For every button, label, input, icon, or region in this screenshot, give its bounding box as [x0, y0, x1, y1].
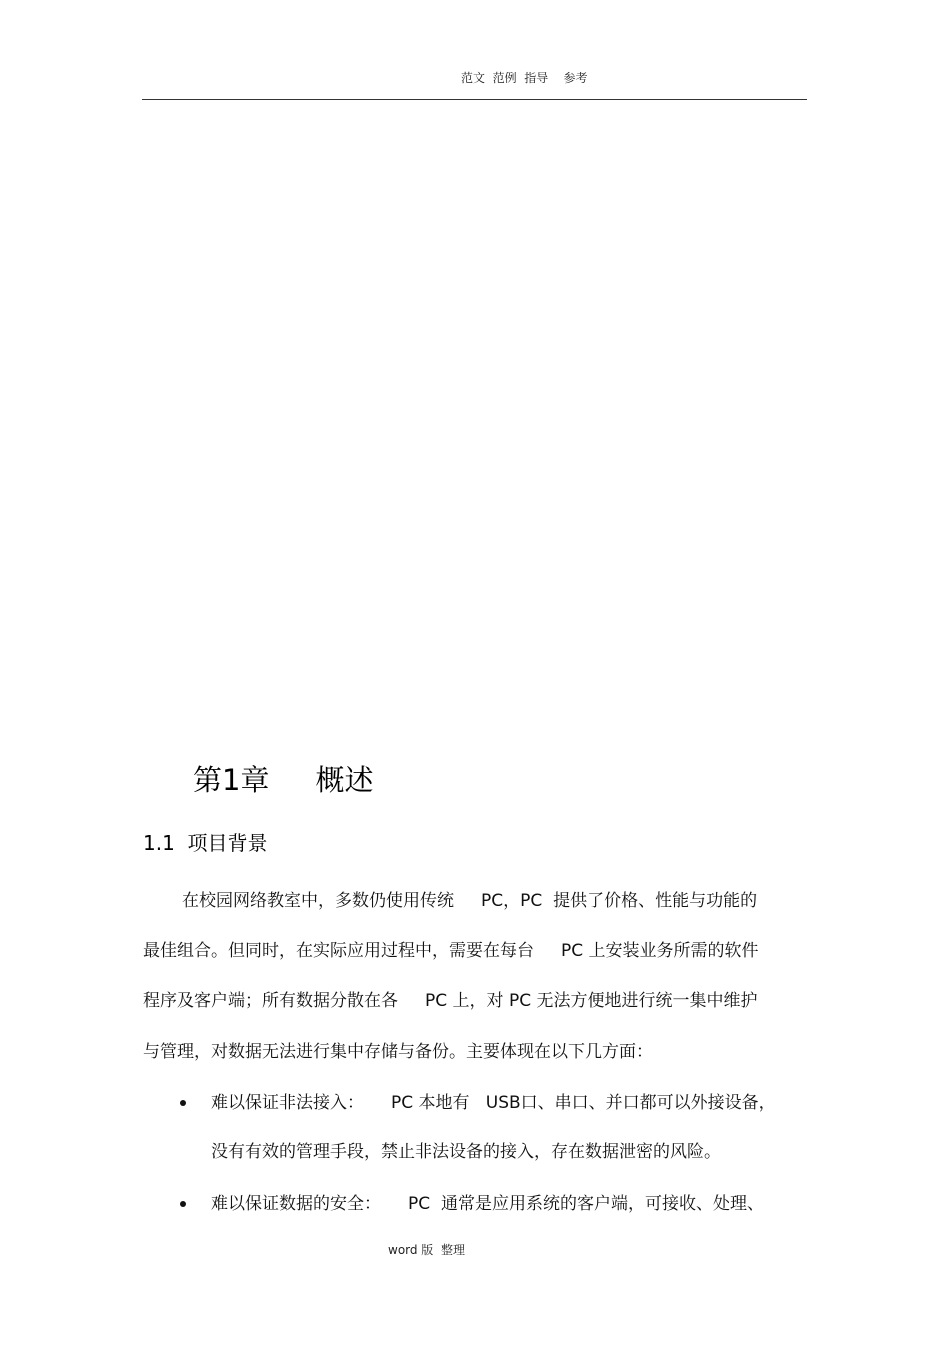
page-footer: word 版 整理	[388, 1243, 465, 1257]
paragraph-line: 程序及客户端；所有数据分散在各 PC 上，对 PC 无法方便地进行统一集中维护	[143, 991, 758, 1011]
paragraph-line: 在校园网络教室中，多数仍使用传统 PC，PC 提供了价格、性能与功能的	[182, 891, 758, 911]
header-divider	[142, 99, 807, 100]
bullet-item-line: 没有有效的管理手段，禁止非法设备的接入，存在数据泄密的风险。	[211, 1142, 721, 1162]
bullet-item-line: 难以保证非法接入： PC 本地有 USB口、串口、并口都可以外接设备，	[211, 1093, 776, 1113]
bullet-item-line: 难以保证数据的安全： PC 通常是应用系统的客户端，可接收、处理、	[211, 1194, 764, 1214]
bullet-dot	[180, 1201, 186, 1207]
bullet-dot	[180, 1100, 186, 1106]
paragraph-line: 与管理，对数据无法进行集中存储与备份。主要体现在以下几方面：	[143, 1042, 653, 1062]
section-title: 1.1 项目背景	[143, 831, 268, 855]
paragraph-line: 最佳组合。但同时，在实际应用过程中，需要在每台 PC 上安装业务所需的软件	[143, 941, 759, 961]
page-header: 范文 范例 指导 参考	[461, 71, 588, 85]
chapter-title: 第1章 概述	[193, 763, 374, 797]
